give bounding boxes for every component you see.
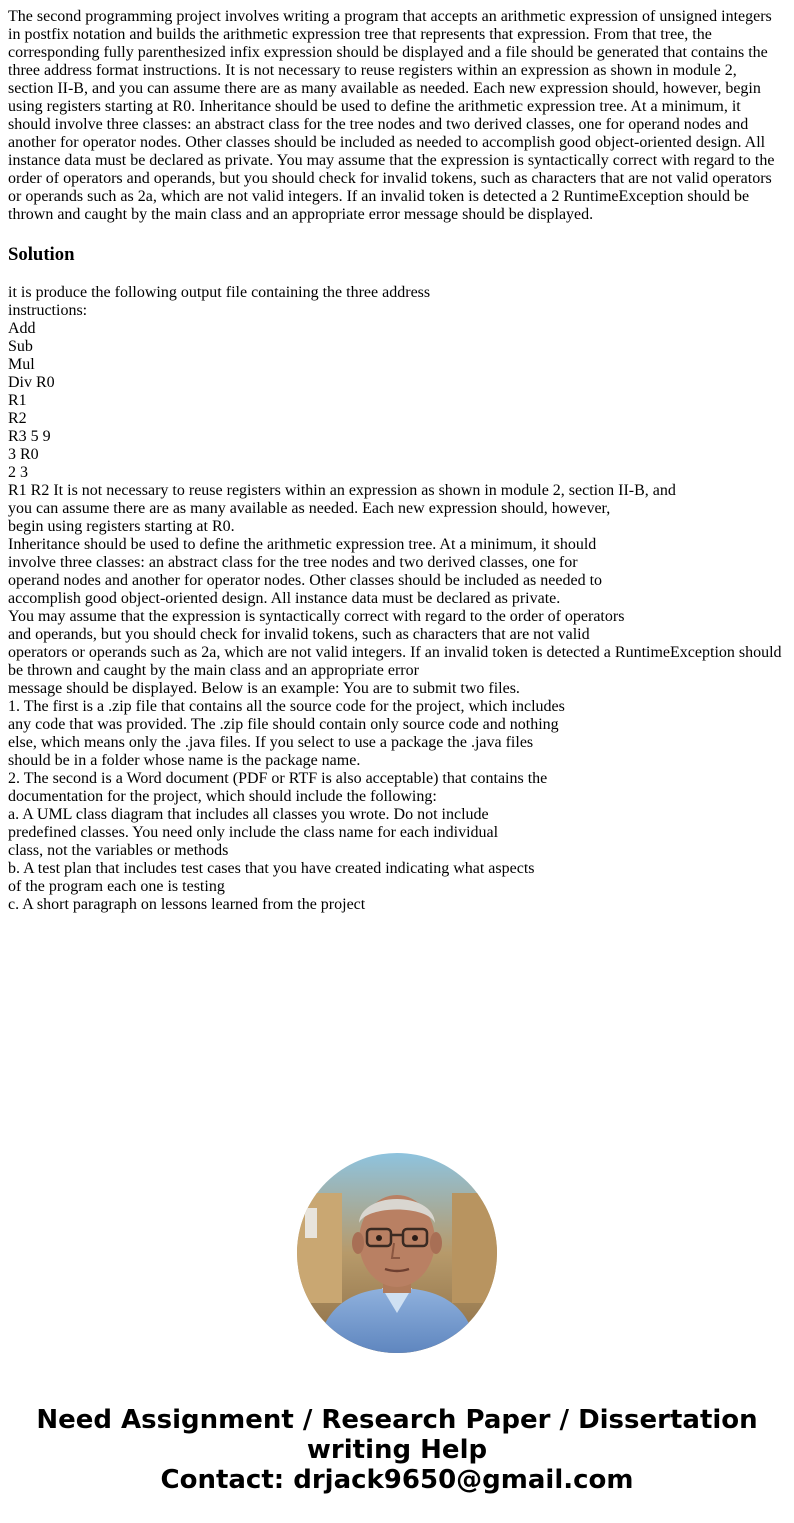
answer-line: c. A short paragraph on lessons learned from the project	[8, 896, 366, 913]
answer-line: R1	[8, 392, 27, 409]
promo-line-1: Need Assignment / Research Paper / Dissertation	[36, 1405, 758, 1435]
solution-heading: Solution	[8, 244, 75, 265]
answer-line: Inheritance should be used to define the arithmetic expression tree. At a minimum, it should	[8, 536, 597, 553]
answer-line: class, not the variables or methods	[8, 842, 229, 859]
answer-line: Add	[8, 320, 36, 337]
answer-line: Mul	[8, 356, 35, 373]
answer-line: Div R0	[8, 374, 55, 391]
answer-line: a. A UML class diagram that includes all classes you wrote. Do not include	[8, 806, 489, 823]
answer-line: message should be displayed. Below is an example: You are to submit two files.	[8, 680, 520, 697]
promo-line-2: writing Help	[306, 1435, 488, 1465]
answer-line: 2 3	[8, 464, 28, 481]
answer-line: 2. The second is a Word document (PDF or RTF is also acceptable) that contains the	[8, 770, 548, 787]
answer-line: else, which means only the .java files. If you select to use a package the .java files	[8, 734, 534, 751]
answer-line: operators or operands such as 2a, which are not valid integers. If an invalid token is detected a RuntimeException should be thrown and caught by the main class and an appropriate error	[8, 644, 782, 679]
answer-line: you can assume there are as many available as needed. Each new expression should, however,	[8, 500, 611, 517]
answer-line: documentation for the project, which should include the following:	[8, 788, 437, 805]
answer-line: any code that was provided. The .zip file should contain only source code and nothing	[8, 716, 559, 733]
answer-line: R2	[8, 410, 27, 427]
answer-line: begin using registers starting at R0.	[8, 518, 235, 535]
answer-line: of the program each one is testing	[8, 878, 225, 895]
answer-line: predefined classes. You need only include the class name for each individual	[8, 824, 499, 841]
author-avatar	[297, 1153, 497, 1353]
answer-line: Sub	[8, 338, 33, 355]
answer-line: should be in a folder whose name is the package name.	[8, 752, 361, 769]
promo-contact: Contact: drjack9650@gmail.com	[160, 1465, 634, 1495]
answer-line: b. A test plan that includes test cases that you have created indicating what aspects	[8, 860, 535, 877]
person-photo-icon	[297, 1153, 497, 1353]
promo-banner	[0, 1405, 794, 1495]
answer-line: accomplish good object-oriented design. All instance data must be declared as private.	[8, 590, 561, 607]
answer-line: it is produce the following output file containing the three address	[8, 284, 431, 301]
answer-line: 1. The first is a .zip file that contains all the source code for the project, which includes	[8, 698, 565, 715]
answer-line: operand nodes and another for operator nodes. Other classes should be included as needed to	[8, 572, 603, 589]
answer-text	[8, 284, 786, 914]
answer-line: R3 5 9	[8, 428, 51, 445]
answer-line: 3 R0	[8, 446, 39, 463]
answer-line: instructions:	[8, 302, 88, 319]
answer-line: and operands, but you should check for invalid tokens, such as characters that are not valid	[8, 626, 590, 643]
answer-line: You may assume that the expression is syntactically correct with regard to the order of operators	[8, 608, 625, 625]
question-text: The second programming project involves writing a program that accepts an arithmetic expression of unsigned integers in postfix notation and builds the arithmetic expression tree that represents that expression. From that tree, the corresponding fully parenthesized infix expression should be displayed and a file should be generated that contains the three address format instructions. It is not necessary to reuse registers within an expression as shown in module 2, section II-B, and you can assume there are as many available as needed. Each new expression should, however, begin using registers starting at R0. Inheritance should be used to define the arithmetic expression tree. At a minimum, it should involve three classes: an abstract class for the tree nodes and two derived classes, one for operand nodes and another for operator nodes. Other classes should be included as needed to accomplish good object-oriented design. All instance data must be declared as private. You may assume that the expression is syntactically correct with regard to the order of operators and operands, but you should check for invalid tokens, such as characters that are not valid operators or operands such as 2a, which are not valid integers. If an invalid token is detected a 2 RuntimeException should be thrown and caught by the main class and an appropriate error message should be displayed.	[8, 8, 775, 223]
answer-line: involve three classes: an abstract class for the tree nodes and two derived classes, one for	[8, 554, 578, 571]
answer-line: R1 R2 It is not necessary to reuse registers within an expression as shown in module 2, section II-B, and	[8, 482, 676, 499]
